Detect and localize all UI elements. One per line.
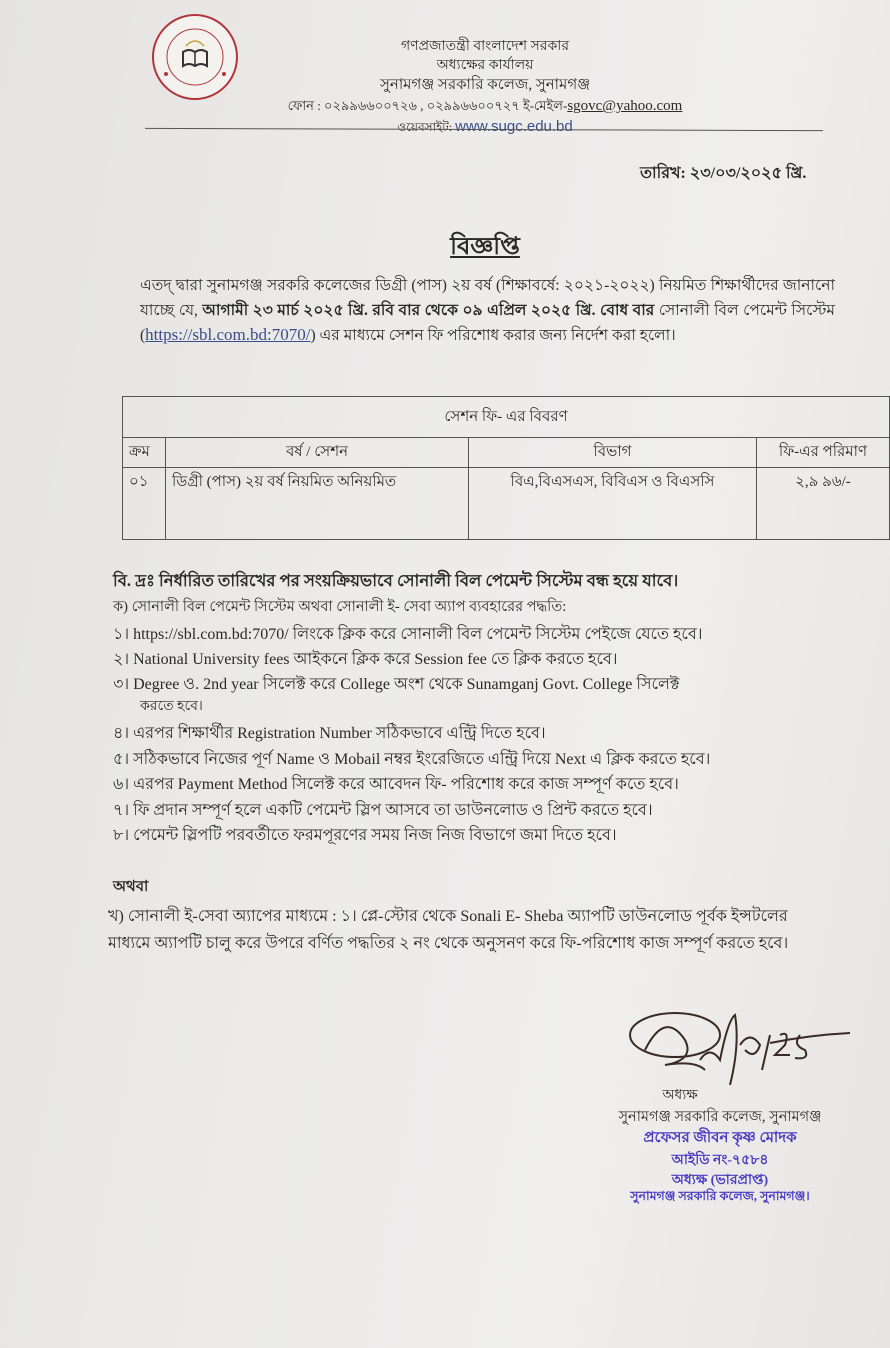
signature xyxy=(620,1005,860,1095)
step-item: ১। https://sbl.com.bd:7070/ লিংকে ক্লিক করে সোনালী বিল পেমেন্ট সিস্টেম পেইজে যেতে হবে। xyxy=(113,626,703,643)
intro-text: এতদ্ দ্বারা সুনামগঞ্জ সরকরি কলেজের ডিগ্রী (পাস) ২য় বর্ষ (শিক্ষাবর্ষে: ২০২১-২০২২) নিয়মিত শিক্ষার্থীদের জানানো যাচ্ছে যে, xyxy=(140,277,835,319)
stamp-name: প্রফেসর জীবন কৃষ্ণ মোদক xyxy=(643,1130,797,1146)
cell-fee: ২,৯ ৯৬/- xyxy=(757,468,890,540)
office-name: অধ্যক্ষের কার্যালয় xyxy=(436,58,534,73)
intro-text: ) এর মাধ্যমে সেশন ফি পরিশোধ করার জন্য নির্দেশ করা হলো। xyxy=(310,327,676,344)
step-item: ৪। এরপর শিক্ষার্থীর Registration Number সঠিকভাবে এন্ট্রি দিতে হবে। xyxy=(113,725,546,742)
contact-line xyxy=(200,97,770,118)
notice-title: বিজ্ঞপ্তি xyxy=(450,234,520,260)
step-item: ৮। পেমেন্ট স্লিপটি পরবর্তীতে ফরমপূরণের সময় নিজ নিজ বিভাগে জমা দিতে হবে। xyxy=(113,827,617,844)
website-link[interactable]: www.sugc.edu.bd xyxy=(455,118,573,135)
alt-method-line: মাধ্যমে অ্যাপটি চালু করে উপরে বর্ণিত পদ্ধতির ২ নং থেকে অনুসনণ করে ফি-পরিশোধ কাজ সম্পূর্ণ করতে হবে। xyxy=(108,935,789,952)
alt-method-line: খ) সোনালী ই-সেবা অ্যাপের মাধ্যমে : ১। প্লে-স্টোর থেকে Sonali E- Sheba অ্যাপটি ডাউনলোড পূর্বক ইন্সটলের xyxy=(108,908,788,925)
method-title: ক) সোনালী বিল পেমেন্ট সিস্টেম অথবা সোনালী ই- সেবা অ্যাপ ব্যবহারের পদ্ধতি: xyxy=(113,599,567,615)
step-item: ৭। ফি প্রদান সম্পূর্ণ হলে একটি পেমেন্ট স্লিপ আসবে তা ডাউনলোড ও প্রিন্ট করতে হবে। xyxy=(113,802,653,819)
fee-table xyxy=(122,396,890,540)
nb-note: বি. দ্রঃ নির্ধারিত তারিখের পর সংয়ক্রিয়ভাবে সোনালী বিল পেমেন্ট সিস্টেম বন্ধ হয়ে যাবে। xyxy=(113,571,679,590)
cell-department: বিএ,বিএসএস, বিবিএস ও বিএসসি xyxy=(469,468,757,540)
website-label: ওয়েবসাইট: xyxy=(397,120,456,134)
govt-name: গণপ্রজাতন্ত্রী বাংলাদেশ সরকার xyxy=(400,39,570,54)
stamp-id: আইডি নং-৭৫৮৪ xyxy=(671,1153,769,1168)
table-caption: সেশন ফি- এর বিবরণ xyxy=(123,397,890,438)
notice-date: তারিখ: ২৩/০৩/২০২৫ খ্রি. xyxy=(640,165,807,182)
stamp-college: সুনামগঞ্জ সরকারি কলেজ, সুনামগঞ্জ। xyxy=(630,1189,810,1203)
intro-dates: আগামী ২৩ মার্চ ২০২৫ খ্রি. রবি বার থেকে ০৯ এপ্রিল ২০২৫ খ্রি. বোধ বার xyxy=(202,301,655,319)
step-item: ২। National University fees আইকনে ক্লিক করে Session fee তে ক্লিক করতে হবে। xyxy=(113,651,618,668)
signatory-college: সুনামগঞ্জ সরকারি কলেজ, সুনামগঞ্জ xyxy=(618,1109,822,1125)
cell-session: ডিগ্রী (পাস) ২য় বর্ষ নিয়মিত অনিয়মিত xyxy=(166,468,469,540)
or-label: অথবা xyxy=(113,879,149,895)
intro-text: সোনালী বিল পেমেন্ট সিস্টেম ( xyxy=(140,301,835,344)
col-header: বর্ষ / সেশন xyxy=(166,438,469,468)
notice-intro xyxy=(140,274,835,349)
signatory-designation: অধ্যক্ষ xyxy=(662,1088,698,1103)
phone-numbers: ফোন : ০২৯৯৬৬০০৭২৬ , ০২৯৯৬৬০০৭২৭ ই-মেইল- xyxy=(287,98,568,113)
step-item-cont: করতে হবে। xyxy=(140,699,203,714)
col-header: ক্রম xyxy=(123,438,166,468)
col-header: বিভাগ xyxy=(469,438,757,468)
col-header: ফি-এর পরিমাণ xyxy=(757,438,890,468)
cell-serial: ০১ xyxy=(123,468,166,540)
step-item: ৫। সঠিকভাবে নিজের পূর্ণ Name ও Mobail নম্বর ইংরেজিতে এন্ট্রি দিয়ে Next এ ক্লিক করতে হবে। xyxy=(113,751,711,768)
college-name: সুনামগঞ্জ সরকারি কলেজ, সুনামগঞ্জ xyxy=(379,77,591,93)
table-header-row xyxy=(123,438,890,468)
email-link[interactable]: sgovc@yahoo.com xyxy=(567,98,683,114)
stamp-designation: অধ্যক্ষ (ভারপ্রাপ্ত) xyxy=(671,1173,769,1188)
step-item: ৩। Degree ও. 2nd year সিলেক্ট করে College অংশ থেকে Sunamganj Govt. College সিলেক্ট xyxy=(113,676,680,693)
payment-link[interactable]: https://sbl.com.bd:7070/ xyxy=(145,325,311,344)
table-row xyxy=(123,468,890,540)
step-item: ৬। এরপর Payment Method সিলেক্ট করে আবেদন ফি- পরিশোধ করে কাজ সম্পূর্ণ কতে হবে। xyxy=(113,776,679,793)
